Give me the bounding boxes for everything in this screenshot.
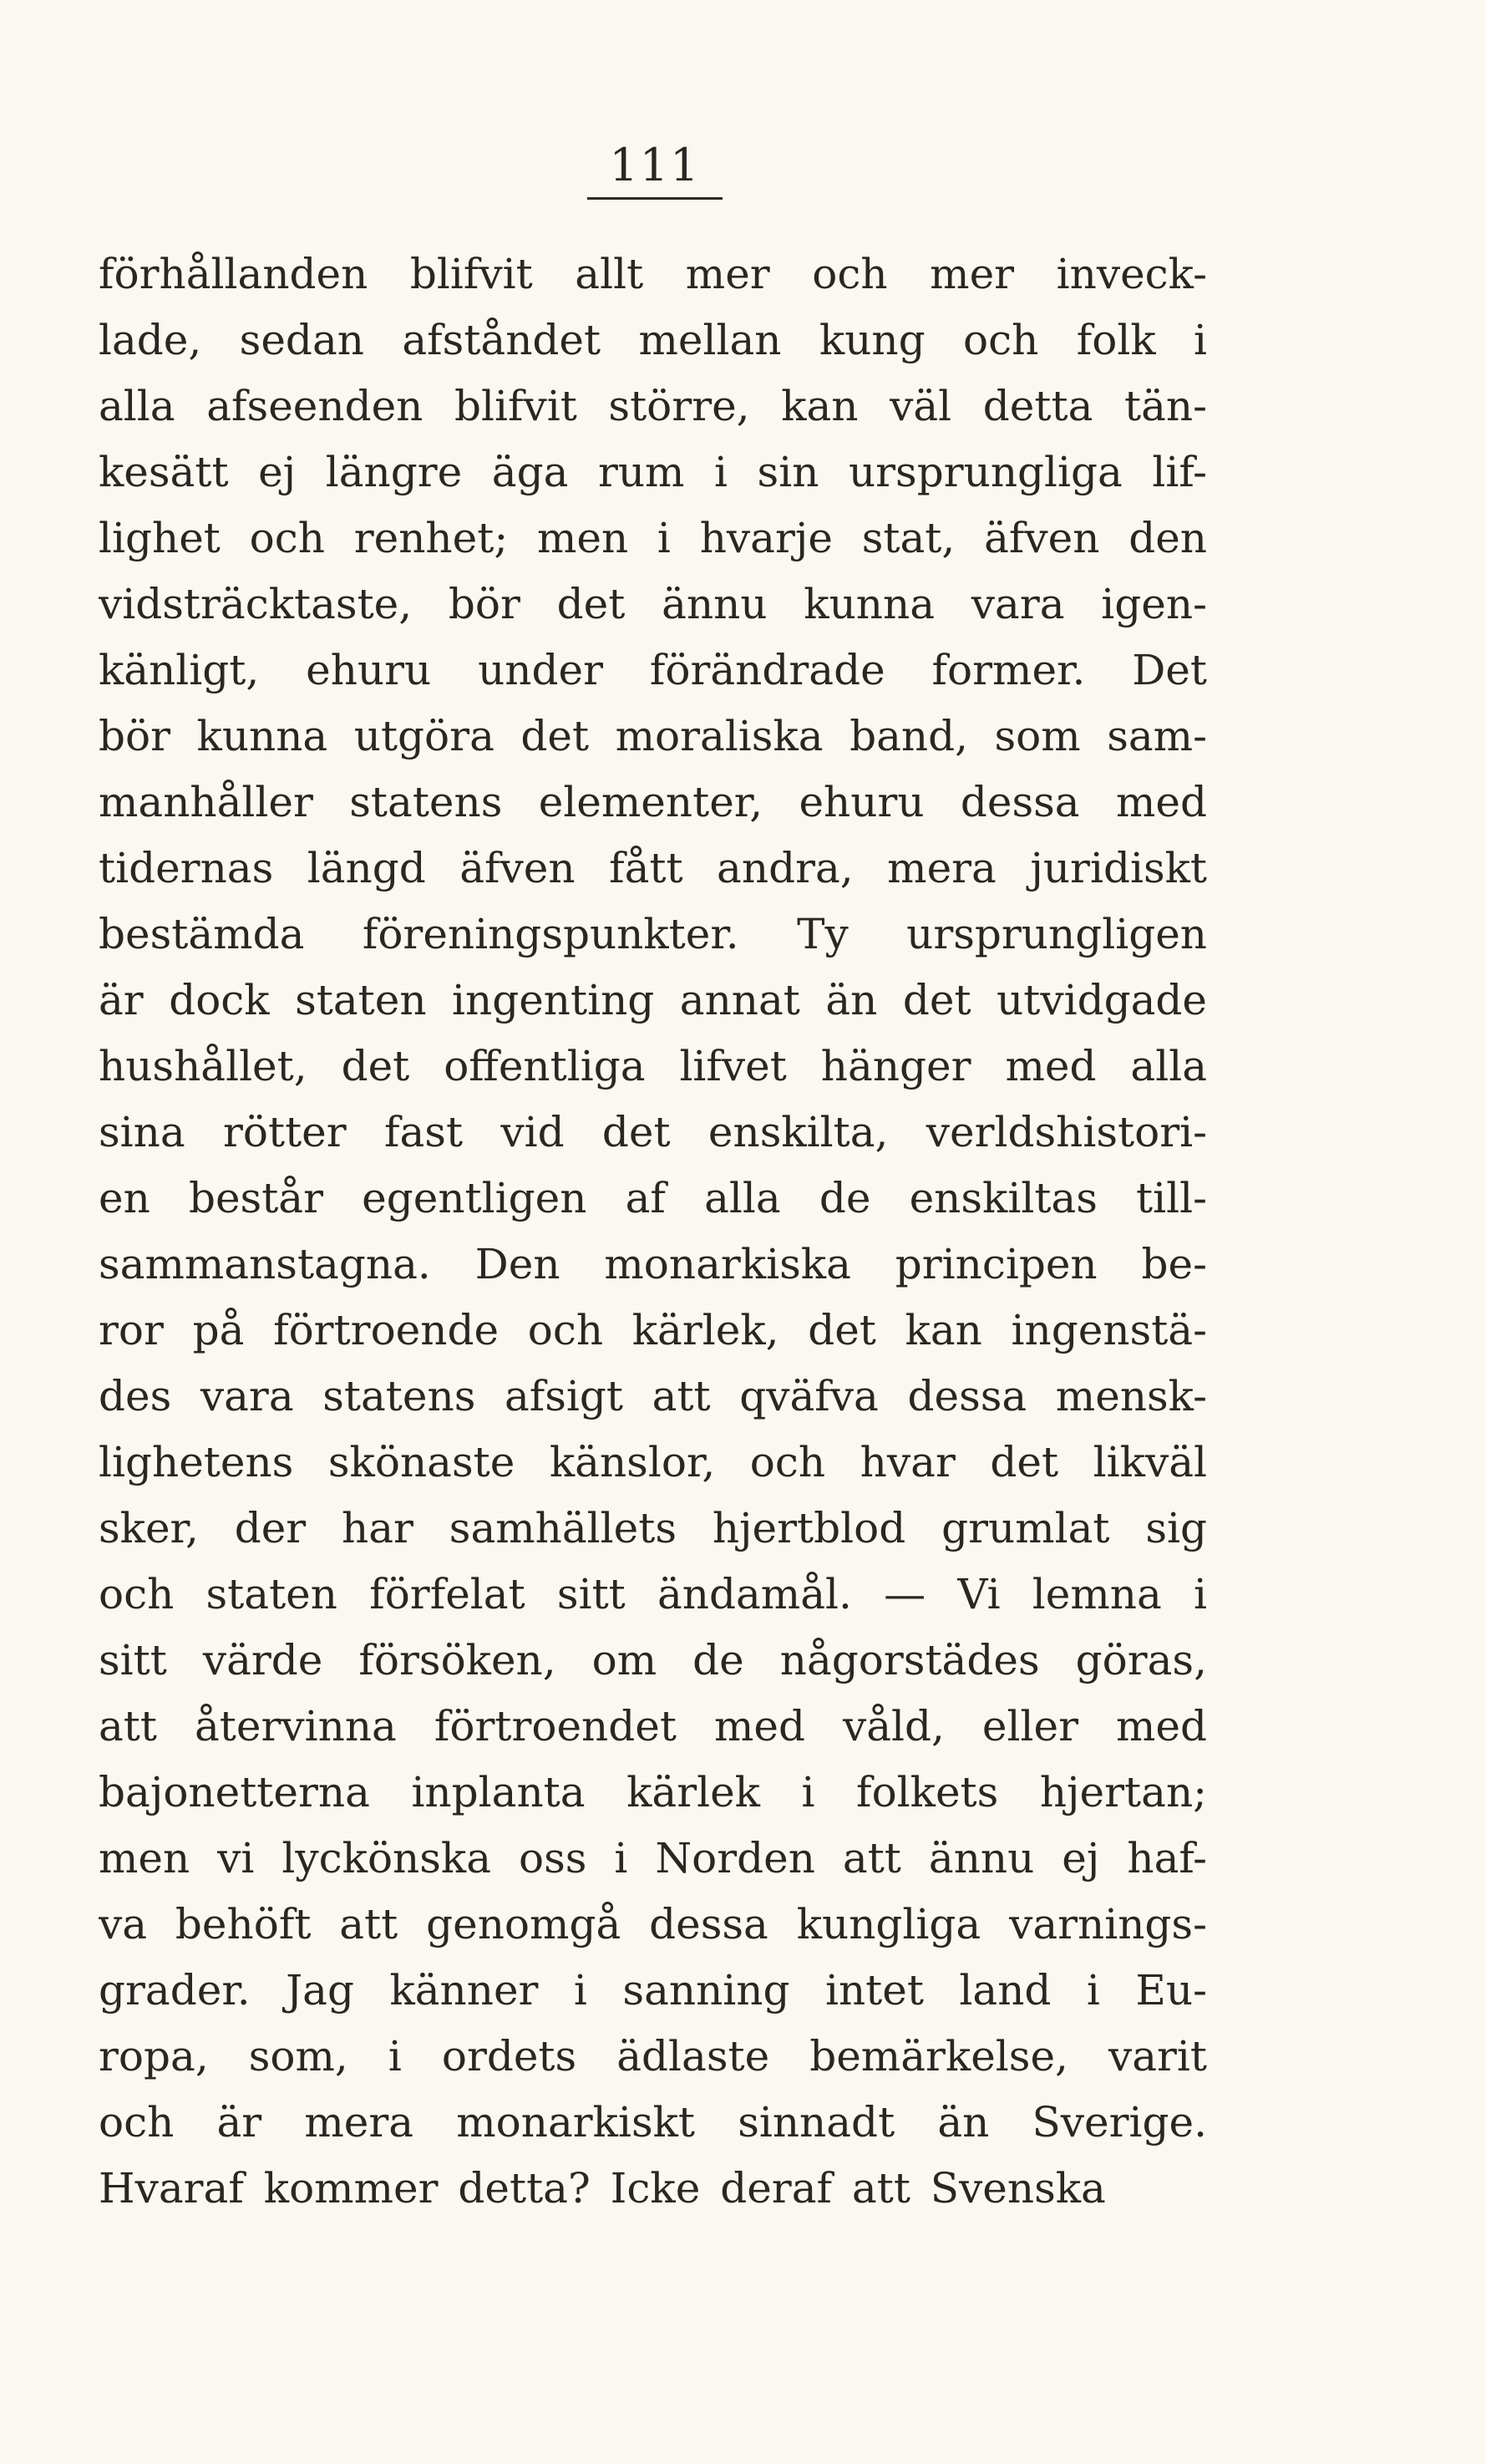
text-line: bestämda föreningspunkter. Ty ursprungligen	[99, 910, 1207, 958]
text-line: alla afseenden blifvit större, kan väl detta tän-	[99, 382, 1207, 430]
text-line: tidernas längd äfven fått andra, mera juridiskt	[99, 844, 1207, 892]
text-line: är dock staten ingenting annat än det utvidgade	[99, 976, 1207, 1024]
text-line: sammanstagna. Den monarkiska principen be-	[99, 1240, 1207, 1288]
text-line: hushållet, det offentliga lifvet hänger med alla	[99, 1042, 1207, 1090]
text-line: lighet och renhet; men i hvarje stat, äfven den	[99, 514, 1207, 562]
text-line: bajonetterna inplanta kärlek i folkets hjertan;	[99, 1768, 1207, 1816]
text-line: kesätt ej längre äga rum i sin ursprungliga lif-	[99, 448, 1207, 496]
text-line: förhållanden blifvit allt mer och mer inveck-	[99, 250, 1207, 298]
text-line: manhåller statens elementer, ehuru dessa med	[99, 778, 1207, 826]
text-line: lade, sedan afståndet mellan kung och folk i	[99, 316, 1207, 364]
text-line: bör kunna utgöra det moraliska band, som sam-	[99, 712, 1207, 760]
text-line: sina rötter fast vid det enskilta, verldshistori-	[99, 1108, 1207, 1156]
text-line: sitt värde försöken, om de någorstädes göras,	[99, 1636, 1207, 1684]
body-text	[99, 241, 1207, 2222]
text-line: vidsträcktaste, bör det ännu kunna vara igen-	[99, 580, 1207, 628]
text-line: ror på förtroende och kärlek, det kan ingenstä-	[99, 1306, 1207, 1354]
text-line: och är mera monarkiskt sinnadt än Sverige.	[99, 2098, 1207, 2146]
text-line: grader. Jag känner i sanning intet land i Eu-	[99, 1966, 1207, 2014]
text-line: att återvinna förtroendet med våld, eller med	[99, 1702, 1207, 1750]
text-line: ropa, som, i ordets ädlaste bemärkelse, varit	[99, 2032, 1207, 2080]
page-number: 111	[609, 139, 701, 191]
text-line: des vara statens afsigt att qväfva dessa mensk-	[99, 1372, 1207, 1420]
text-line: en består egentligen af alla de enskiltas till-	[99, 1174, 1207, 1222]
text-line: känligt, ehuru under förändrade former. Det	[99, 646, 1207, 694]
text-line: sker, der har samhällets hjertblod grumlat sig	[99, 1504, 1207, 1552]
text-line: Hvaraf kommer detta? Icke deraf att Svenska	[99, 2164, 1106, 2213]
text-line: men vi lyckönska oss i Norden att ännu ej haf-	[99, 1834, 1207, 1882]
text-line: lighetens skönaste känslor, och hvar det likväl	[99, 1438, 1207, 1486]
page-number-rule	[587, 197, 723, 200]
text-line: och staten förfelat sitt ändamål. — Vi lemna i	[99, 1570, 1207, 1618]
text-line: va behöft att genomgå dessa kungliga varnings-	[99, 1900, 1207, 1948]
